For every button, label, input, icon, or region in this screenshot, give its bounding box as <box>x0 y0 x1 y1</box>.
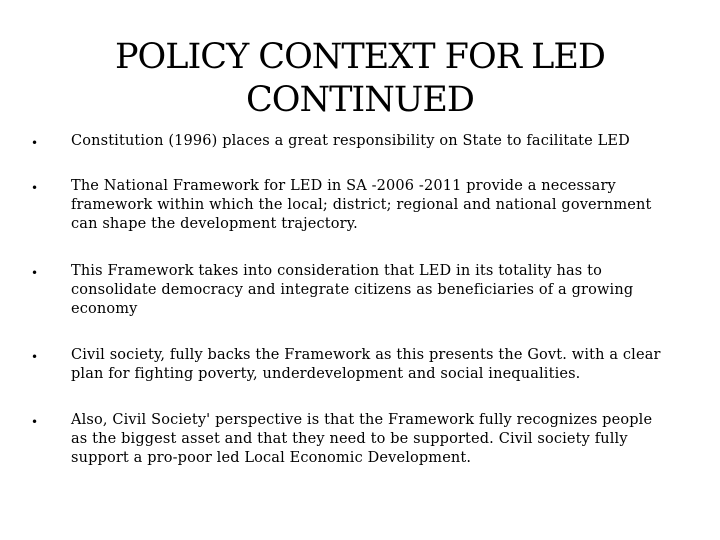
bullet-dot-icon: • <box>31 415 39 429</box>
bullet-line: Constitution (1996) places a great responsibility on State to facilitate LED <box>71 133 630 149</box>
slide-title <box>60 36 660 122</box>
title-line-1: POLICY CONTEXT FOR LED <box>114 37 605 77</box>
bullet-line: This Framework takes into consideration that LED in its totality has to <box>71 263 602 279</box>
bullet-dot-icon: • <box>31 181 39 195</box>
bullet-text <box>71 411 691 469</box>
bullet-line: as the biggest asset and that they need to be supported. Civil society fully <box>71 431 628 448</box>
bullet-line: plan for fighting poverty, underdevelopment and social inequalities. <box>71 366 581 383</box>
bullet-line: can shape the development trajectory. <box>71 216 358 233</box>
bullet-line: framework within which the local; district; regional and national government <box>71 197 652 214</box>
bullet-dot-icon: • <box>31 266 39 280</box>
bullet-line: support a pro-poor led Local Economic Development. <box>71 450 472 467</box>
bullet-text <box>71 262 691 320</box>
bullet-dot-icon: • <box>31 350 39 364</box>
bullet-text <box>71 132 691 151</box>
bullet-line: Civil society, fully backs the Framework as this presents the Govt. with a clear <box>71 347 661 363</box>
bullet-line: The National Framework for LED in SA -2006 -2011 provide a necessary <box>71 178 616 194</box>
bullet-line: Also, Civil Society' perspective is that the Framework fully recognizes people <box>71 412 653 428</box>
bullet-line: consolidate democracy and integrate citizens as beneficiaries of a growing <box>71 282 634 299</box>
bullet-line: economy <box>71 301 138 318</box>
bullet-dot-icon: • <box>31 136 39 150</box>
bullet-text <box>71 346 691 384</box>
title-line-2: CONTINUED <box>245 80 474 120</box>
bullet-text <box>71 177 691 235</box>
